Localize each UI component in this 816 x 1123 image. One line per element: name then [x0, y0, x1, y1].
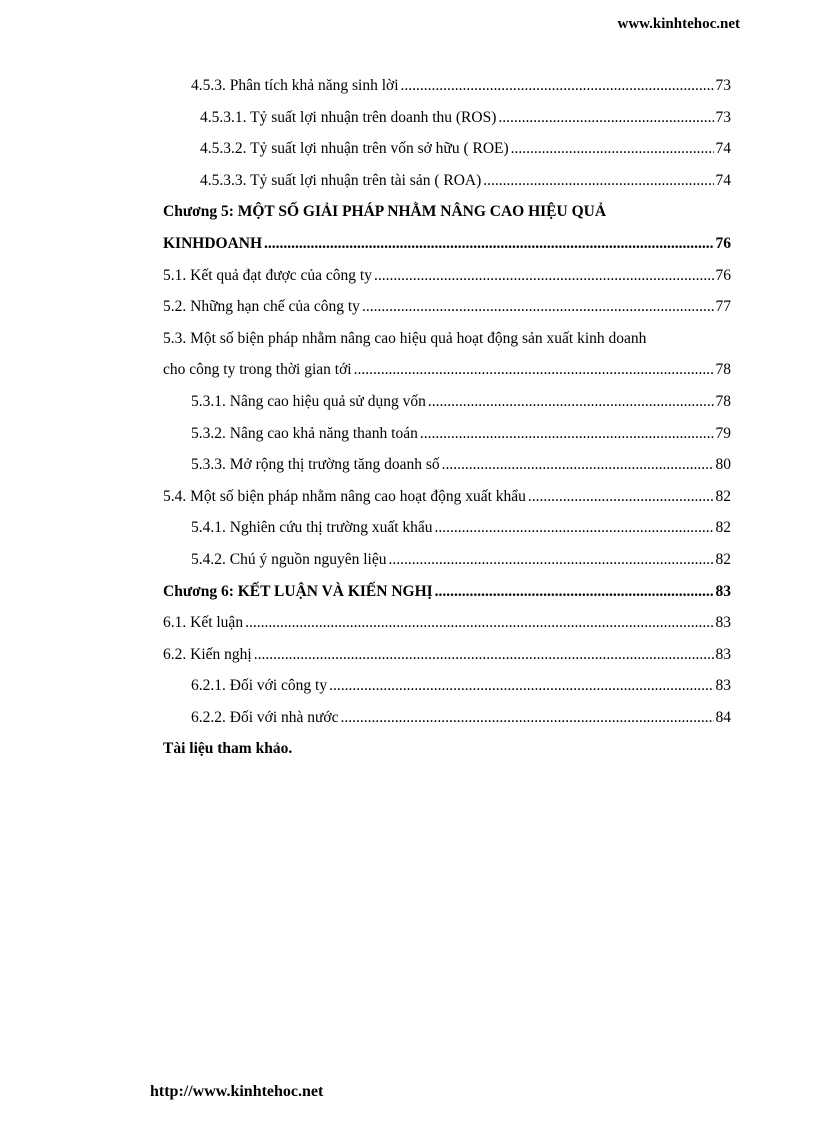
toc-entry-title: 4.5.3. Phân tích khả năng sinh lời [191, 77, 399, 94]
toc-leader-dots [435, 519, 714, 537]
toc-entry-title: Chương 5: MỘT SỐ GIẢI PHÁP NHẰM NÂNG CAO HIỆU QUẢ [163, 203, 607, 221]
toc-page-number: 73 [715, 77, 731, 94]
footer-url[interactable]: http://www.kinhtehoc.net [150, 1083, 324, 1100]
toc-leader-dots [428, 393, 714, 411]
toc-entry-title: 5.2. Những hạn chế của công ty [163, 298, 360, 316]
toc-page-number: 83 [715, 677, 731, 695]
toc-page-number: 78 [715, 361, 731, 379]
toc-leader-dots [245, 614, 713, 632]
toc-page-number: 73 [715, 108, 731, 126]
toc-leader-dots [442, 456, 714, 474]
toc-entry[interactable] [163, 267, 731, 299]
toc-entry-title: 5.4. Một số biện pháp nhằm nâng cao hoạt động xuất khẩu [163, 487, 526, 505]
header-url[interactable]: www.kinhtehoc.net [617, 16, 740, 32]
toc-entry-title: 5.1. Kết quả đạt được của công ty [163, 266, 372, 284]
toc-page-number: 79 [715, 424, 731, 442]
toc-entry[interactable] [163, 425, 731, 457]
toc-entry-title: 6.2. Kiến nghị [163, 645, 252, 663]
toc-page-number: 82 [715, 519, 731, 537]
toc-page-number: 74 [715, 140, 731, 158]
toc-leader-dots [362, 298, 714, 316]
toc-entry-title: 5.4.2. Chú ý nguồn nguyên liệu [191, 550, 387, 568]
toc-leader-dots [498, 109, 713, 127]
toc-entry[interactable] [163, 614, 731, 646]
toc-entry[interactable] [163, 203, 731, 235]
toc-entry-title: 6.1. Kết luận [163, 614, 244, 632]
toc-entry[interactable] [163, 646, 731, 678]
toc-entry[interactable] [163, 330, 731, 362]
toc-entry[interactable] [163, 172, 731, 204]
toc-entry[interactable] [163, 393, 731, 425]
toc-entry-title: 6.2.1. Đối với công ty [191, 677, 328, 695]
toc-page-number: 76 [715, 234, 731, 252]
toc-page-number: 80 [715, 456, 731, 474]
toc-entry-title: 5.3.2. Nâng cao khả năng thanh toán [191, 424, 418, 442]
toc-entry[interactable] [163, 488, 731, 520]
toc-entry-title: 5.3.3. Mở rộng thị trường tăng doanh số [191, 456, 440, 474]
toc-entry-title: KINHDOANH [163, 234, 263, 252]
toc-entry[interactable] [163, 109, 731, 141]
toc-entry[interactable] [163, 77, 731, 109]
toc-page-number: 83 [715, 645, 731, 663]
toc-page-number: 82 [715, 550, 731, 568]
toc-entry-title: cho công ty trong thời gian tới [163, 361, 352, 379]
toc-leader-dots [420, 425, 714, 443]
toc-entry-title: 4.5.3.3. Tỷ suất lợi nhuận trên tài sản ( ROA) [200, 171, 482, 189]
toc-leader-dots [388, 551, 713, 569]
toc-leader-dots [528, 488, 714, 506]
toc-page-number: 78 [715, 392, 731, 410]
toc-leader-dots [354, 361, 714, 379]
table-of-contents [163, 77, 731, 772]
toc-leader-dots [483, 172, 713, 190]
toc-entry[interactable] [163, 677, 731, 709]
toc-page-number: 83 [715, 582, 731, 600]
toc-leader-dots [374, 267, 714, 285]
toc-leader-dots [435, 583, 714, 601]
toc-entry[interactable] [163, 298, 731, 330]
toc-entry[interactable] [163, 740, 731, 772]
toc-entry-title: 4.5.3.1. Tỷ suất lợi nhuận trên doanh thu (ROS) [200, 108, 497, 126]
toc-entry-title: 5.3. Một số biện pháp nhằm nâng cao hiệu quả hoạt động sản xuất kinh doanh [163, 329, 647, 347]
toc-page-number: 83 [715, 614, 731, 632]
toc-entry[interactable] [163, 551, 731, 583]
toc-entry-title: 5.4.1. Nghiên cứu thị trường xuất khẩu [191, 519, 433, 537]
toc-entry[interactable] [163, 235, 731, 267]
toc-leader-dots [264, 235, 713, 253]
toc-entry[interactable] [163, 361, 731, 393]
toc-entry[interactable] [163, 456, 731, 488]
toc-entry-title: Tài liệu tham khảo. [163, 740, 293, 758]
toc-entry-title: 4.5.3.2. Tỷ suất lợi nhuận trên vốn sở hữu ( ROE) [200, 140, 509, 158]
toc-leader-dots [254, 646, 714, 664]
toc-entry[interactable] [163, 519, 731, 551]
toc-leader-dots [329, 677, 713, 695]
toc-leader-dots [511, 140, 714, 158]
toc-page-number: 82 [715, 487, 731, 505]
toc-page-number: 77 [715, 298, 731, 316]
toc-leader-dots [401, 77, 714, 95]
toc-entry-title: 5.3.1. Nâng cao hiệu quả sử dụng vốn [191, 392, 426, 410]
toc-entry-title: Chương 6: KẾT LUẬN VÀ KIẾN NGHỊ [163, 582, 433, 600]
toc-entry-title: 6.2.2. Đối với nhà nước [191, 708, 339, 726]
toc-page-number: 76 [715, 266, 731, 284]
toc-entry[interactable] [163, 583, 731, 615]
toc-leader-dots [341, 709, 714, 727]
toc-page-number: 74 [715, 171, 731, 189]
toc-entry[interactable] [163, 709, 731, 741]
toc-entry[interactable] [163, 140, 731, 172]
toc-page-number: 84 [715, 708, 731, 726]
